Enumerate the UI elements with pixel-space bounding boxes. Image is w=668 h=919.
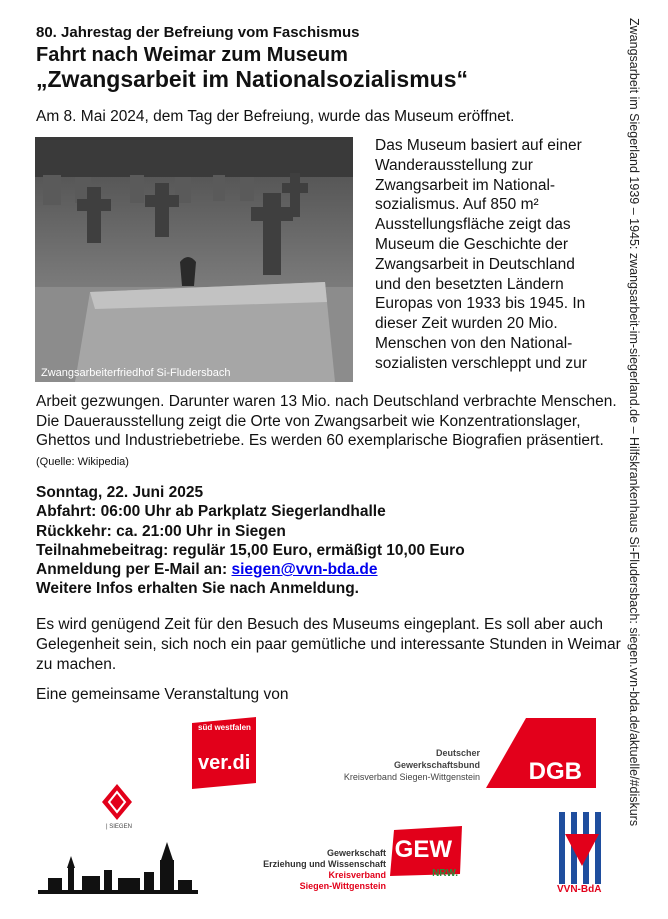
text-line: Ausstellungsfläche zeigt das — [375, 216, 571, 234]
verdi-logo — [192, 717, 256, 789]
extra-info: Es wird genügend Zeit für den Besuch des Museums eingeplant. Es soll aber auch Gelegenheit sein, sich noch ein paar gemütliche und interessante Stunden in Weimar zu machen. — [36, 616, 621, 673]
text-line: und den besetzten Ländern — [375, 275, 564, 293]
text-line: Das Museum basiert auf einer — [375, 137, 582, 154]
trip-details — [36, 483, 465, 599]
dgb-line1: Deutscher — [435, 748, 480, 758]
trip-fee: Teilnahmebeitrag: regulär 15,00 Euro, ermäßigt 10,00 Euro — [36, 541, 465, 559]
text-line: Zwangsarbeit in Deutschland — [375, 255, 575, 273]
source-note: (Quelle: Wikipedia) — [36, 455, 129, 468]
gew-line4: Siegen-Wittgenstein — [299, 881, 386, 891]
text-line: Wanderausstellung zur — [375, 156, 533, 174]
verdi-text: ver.di — [198, 752, 251, 774]
email-link[interactable]: siegen@vvn-bda.de — [231, 561, 378, 579]
museum-description — [375, 136, 625, 374]
body-paragraph: Arbeit gezwungen. Darunter waren 13 Mio. nach Deutschland verbrachte Menschen. Die Dauerausstellung zeigt die Orte von Zwangsarbeit wie Konzentrationslager, Ghettos und Industriebetriebe. Es werden 60 exemplarische Biografien präsentiert. — [36, 393, 617, 449]
vvn-text: VVN-BdA — [557, 884, 602, 895]
heading-anniversary: 80. Jahrestag der Befreiung vom Faschismus — [36, 24, 360, 41]
cemetery-photo — [35, 137, 353, 382]
trip-return: Rückkehr: ca. 21:00 Uhr in Siegen — [36, 522, 286, 540]
dgb-text: DGB — [528, 758, 582, 785]
trip-departure: Abfahrt: 06:00 Uhr ab Parkplatz Siegerlandhalle — [36, 503, 386, 521]
sidebar — [618, 18, 648, 898]
heading-trip: Fahrt nach Weimar zum Museum — [36, 44, 348, 66]
trip-registration — [36, 560, 465, 579]
gew-nrw-text: NRW. — [432, 868, 458, 879]
igmetall-logo-shape — [100, 782, 134, 822]
intro-text: Am 8. Mai 2024, dem Tag der Befreiung, wurde das Museum eröffnet. — [36, 108, 515, 125]
heading-museum-title: „Zwangsarbeit im Nationalsozialismus“ — [36, 66, 468, 92]
dgb-line3: Kreisverband Siegen-Wittgenstein — [343, 772, 480, 782]
siegen-skyline — [38, 838, 198, 896]
trip-date: Sonntag, 22. Juni 2025 — [36, 484, 204, 501]
gew-line2: Erziehung und Wissenschaft — [263, 859, 386, 869]
verdi-top-text: süd westfalen — [198, 723, 251, 732]
gew-line1: Gewerkschaft — [326, 848, 386, 858]
sidebar-text: Zwangsarbeit im Siegerland 1939 – 1945: zwangsarbeit-im-siegerland.de – Hilfskrankenhaus Si-Fludersbach: siegen.vvn-bda.de/aktuelle/#diskurs — [627, 18, 641, 827]
igmetall-logo — [100, 782, 134, 834]
text-line: dieser Zeit wurden 20 Mio. — [375, 315, 558, 333]
text-line: Europas von 1933 bis 1945. In — [375, 295, 586, 313]
text-line: Menschen von den National- — [375, 334, 573, 352]
skyline-silhouette — [38, 838, 198, 896]
trip-info: Weitere Infos erhalten Sie nach Anmeldung. — [36, 580, 359, 598]
registration-label: Anmeldung per E-Mail an: — [36, 561, 232, 579]
igmetall-sub: | SIEGEN — [106, 824, 132, 830]
photo-caption: Zwangsarbeiterfriedhof Si-Fludersbach — [41, 367, 231, 379]
vvn-bda-logo — [557, 812, 607, 898]
text-line: Museum die Geschichte der — [375, 235, 568, 253]
text-line: sozialisten verschleppt und zur — [375, 354, 587, 372]
gew-text: GEW — [394, 836, 452, 863]
gew-line3: Kreisverband — [328, 870, 386, 880]
text-line: sozialismus. Auf 850 m² — [375, 196, 539, 214]
text-line: Zwangsarbeit im National- — [375, 176, 556, 194]
vvn-flag-shape — [557, 812, 607, 884]
gew-logo — [248, 818, 466, 891]
dgb-line2: Gewerkschaftsbund — [393, 760, 480, 770]
dgb-logo — [308, 718, 596, 790]
cemetery-photo-image — [35, 137, 353, 382]
joint-event-label: Eine gemeinsame Veranstaltung von — [36, 686, 289, 703]
museum-description-continued — [36, 392, 621, 472]
